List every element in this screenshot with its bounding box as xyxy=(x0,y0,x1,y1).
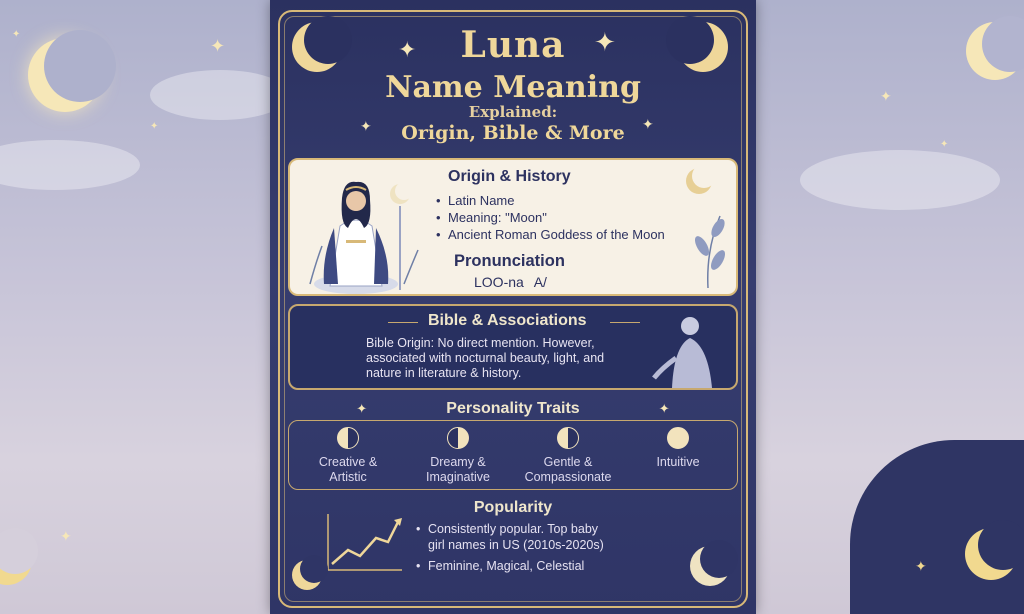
list-item: • Meaning: "Moon" xyxy=(436,209,665,226)
page-subtitle: Name Meaning xyxy=(385,70,641,105)
goddess-illustration xyxy=(304,166,424,296)
personality-card xyxy=(288,420,738,490)
half-moon-icon xyxy=(447,427,469,449)
star-icon: ✦ xyxy=(12,29,21,40)
list-item: • Consistently popular. Top baby girl names in US (2010s-2020s) xyxy=(416,522,616,553)
list-item: • Latin Name xyxy=(436,192,665,209)
origin-list xyxy=(436,192,665,243)
bible-heading: Bible & Associations xyxy=(428,312,587,329)
bible-description: Bible Origin: No direct mention. However, associated with nocturnal beauty, light, and nature in literature & history. xyxy=(366,336,605,380)
personality-heading: Personality Traits xyxy=(446,400,580,417)
half-moon-icon xyxy=(557,427,579,449)
personality-heading-row xyxy=(270,398,756,418)
bible-card xyxy=(288,304,738,390)
leaf-decoration xyxy=(680,210,734,290)
star-icon: ✦ xyxy=(60,529,72,545)
popularity-heading: Popularity xyxy=(473,499,553,516)
cloud-decoration xyxy=(150,70,290,120)
star-icon: ✦ xyxy=(880,89,892,105)
trend-chart-icon xyxy=(324,512,404,574)
origin-heading: Origin & History xyxy=(448,168,571,185)
page-subtitle-topics: Origin, Bible & More xyxy=(401,122,625,144)
trait-item: Gentle & Compassionate xyxy=(513,427,623,485)
trait-item: Dreamy & Imaginative xyxy=(403,427,513,485)
star-icon: ✦ xyxy=(658,402,670,417)
statue-illustration xyxy=(632,312,728,388)
origin-card xyxy=(288,158,738,296)
list-item: • Feminine, Magical, Celestial xyxy=(416,559,616,575)
page-title: Luna xyxy=(460,24,566,66)
star-icon: ✦ xyxy=(642,117,654,133)
list-item: • Ancient Roman Goddess of the Moon xyxy=(436,226,665,243)
cloud-decoration xyxy=(0,140,140,190)
star-icon: ✦ xyxy=(398,38,417,63)
trait-item: Intuitive xyxy=(623,427,733,470)
star-icon: ✦ xyxy=(150,121,159,132)
star-icon: ✦ xyxy=(356,402,368,417)
pronunciation-heading: Pronunciation xyxy=(454,252,565,270)
star-icon: ✦ xyxy=(915,559,927,575)
star-icon: ✦ xyxy=(210,36,226,57)
trait-item: Creative & Artistic xyxy=(293,427,403,485)
star-icon: ✦ xyxy=(594,28,616,58)
pronunciation-text: LOO-na A/ xyxy=(474,274,547,290)
star-icon: ✦ xyxy=(940,139,949,150)
crescent-moon-icon xyxy=(337,427,359,449)
full-moon-icon xyxy=(667,427,689,449)
popularity-list xyxy=(416,522,616,575)
luna-poster xyxy=(270,0,756,614)
page-subtitle-explained: Explained: xyxy=(468,103,558,121)
cloud-decoration xyxy=(800,150,1000,210)
star-icon: ✦ xyxy=(360,119,372,135)
